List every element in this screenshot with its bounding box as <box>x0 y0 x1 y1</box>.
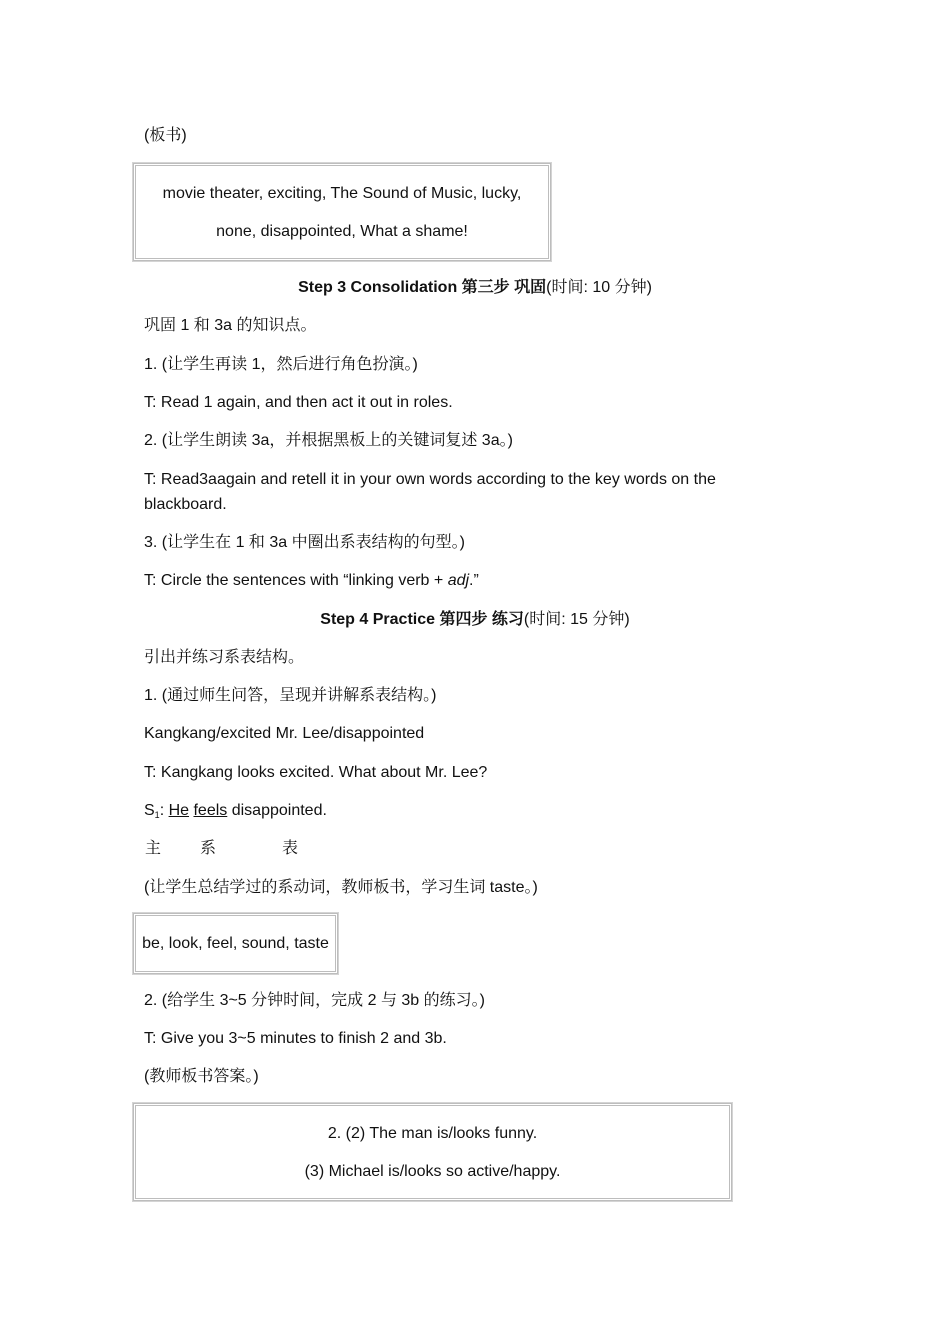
step4-item-2-teacher: T: Give you 3~5 minutes to finish 2 and 3b. <box>144 1030 447 1047</box>
student-colon: : <box>159 802 169 819</box>
student-number: 1 <box>154 810 160 820</box>
blackboard-box-vocabulary <box>133 163 551 261</box>
answer-line-1: 2. (2) The man is/looks funny. <box>327 1125 538 1142</box>
step3-time: (时间: 10 分钟) <box>546 279 652 296</box>
step4-item-2: 2. (给学生 3~5 分钟时间，完成 2 与 3b 的练习。) <box>144 992 485 1009</box>
step3-item-3-teacher-text: T: Circle the sentences with “linking verb + <box>144 572 448 589</box>
step4-heading <box>0 610 950 630</box>
label-subject: 主 <box>145 840 162 857</box>
student-answer <box>144 801 327 825</box>
step4-answer-note: (教师板书答案。) <box>144 1068 259 1085</box>
step4-title: Step 4 Practice 第四步 练习 <box>320 611 524 628</box>
step4-item-1: 1. (通过师生问答，呈现并讲解系表结构。) <box>144 687 437 704</box>
step4-teacher-question: T: Kangkang looks excited. What about Mr. Lee? <box>144 764 488 781</box>
step4-time: (时间: 15 分钟) <box>523 611 630 628</box>
step3-item-2-teacher-line-1: T: Read3aagain and retell it in your own words according to the key words on the <box>144 471 716 488</box>
step3-item-1: 1. (让学生再读 1，然后进行角色扮演。) <box>144 356 418 373</box>
student-label: S <box>144 802 155 819</box>
answer-rest: disappointed. <box>227 802 327 819</box>
step3-item-3-teacher-end: .” <box>469 572 479 589</box>
step4-prompt: Kangkang/excited Mr. Lee/disappointed <box>144 725 425 742</box>
adj-abbreviation: adj <box>447 572 470 589</box>
step3-item-3: 3. (让学生在 1 和 3a 中圈出系表结构的句型。) <box>144 534 465 551</box>
answer-line-2: (3) Michael is/looks so active/happy. <box>304 1163 561 1180</box>
step3-title: Step 3 Consolidation 第三步 巩固 <box>298 279 547 296</box>
answer-subject: He <box>168 802 190 819</box>
vocabulary-line-1: movie theater, exciting, The Sound of Music, lucky, <box>162 185 522 202</box>
step3-item-2: 2. (让学生朗读 3a，并根据黑板上的关键词复述 3a。) <box>144 432 513 449</box>
step3-item-3-teacher <box>144 571 479 591</box>
label-predicative: 表 <box>282 840 299 857</box>
step3-intro: 巩固 1 和 3a 的知识点。 <box>144 317 317 334</box>
label-linking: 系 <box>200 840 217 857</box>
linking-verbs-list: be, look, feel, sound, taste <box>142 935 329 952</box>
step3-item-1-teacher: T: Read 1 again, and then act it out in roles. <box>144 394 453 411</box>
blackboard-box-linking-verbs <box>133 913 338 974</box>
board-label: (板书) <box>144 127 187 144</box>
step4-summary-note: (让学生总结学过的系动词，教师板书，学习生词 taste。) <box>144 879 538 896</box>
step3-item-2-teacher-line-2: blackboard. <box>144 496 227 513</box>
step3-heading <box>0 278 950 298</box>
vocabulary-line-2: none, disappointed, What a shame! <box>216 223 468 240</box>
answer-linking-verb: feels <box>193 802 228 819</box>
blackboard-box-answers <box>133 1103 732 1201</box>
step4-intro: 引出并练习系表结构。 <box>144 649 305 666</box>
